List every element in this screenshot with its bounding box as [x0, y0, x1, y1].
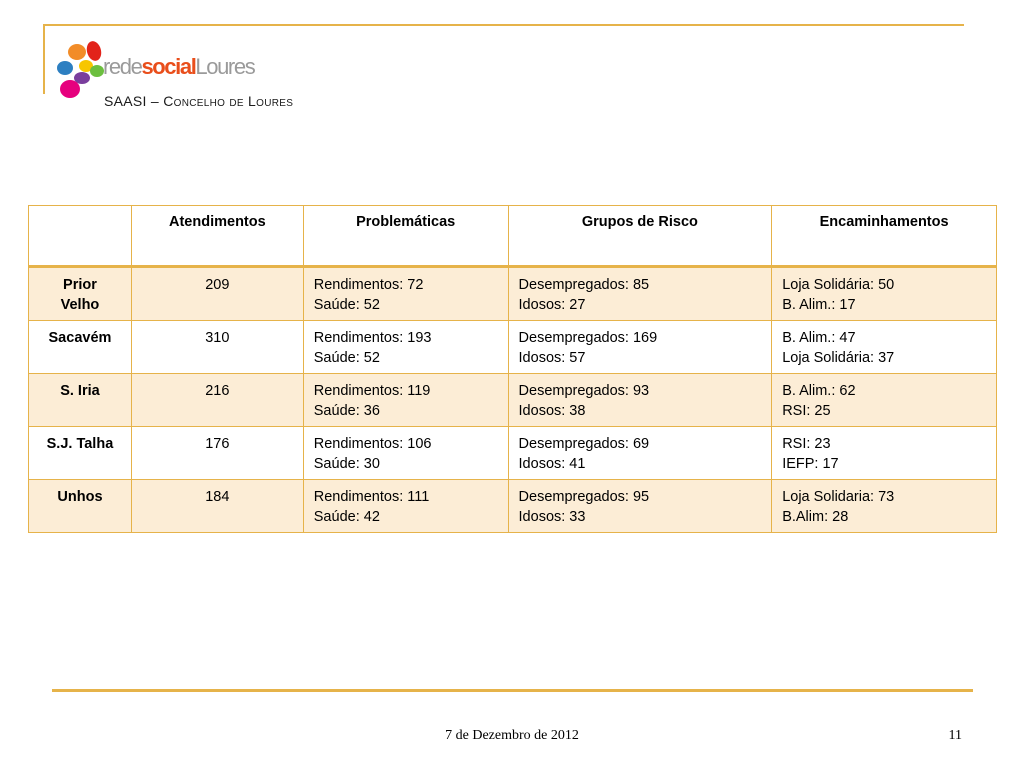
table-row: [29, 321, 997, 374]
row-name-line: S.J. Talha: [46, 436, 114, 452]
cell-line: Rendimentos: 119: [313, 383, 431, 399]
cell-line: Desempregados: 169: [518, 330, 658, 346]
atendimentos-cell: 310: [131, 321, 303, 374]
row-name-cell: [29, 427, 132, 480]
cell-line: Desempregados: 85: [518, 277, 650, 293]
logo-petal-green: [90, 65, 104, 77]
logo-wordmark: [103, 54, 254, 80]
atendimentos-cell: 209: [131, 267, 303, 321]
logo-petal-magenta: [60, 80, 80, 98]
footer-divider: [52, 689, 973, 692]
problematicas-cell: [303, 480, 508, 533]
atendimentos-cell: 184: [131, 480, 303, 533]
cell-line: Idosos: 27: [518, 297, 586, 313]
cell-line: Saúde: 52: [313, 350, 380, 366]
cell-line: Idosos: 38: [518, 403, 586, 419]
footer-date: 7 de Dezembro de 2012: [445, 728, 579, 743]
grupos-cell: [508, 374, 772, 427]
atendimentos-cell: 216: [131, 374, 303, 427]
cell-line: Saúde: 42: [313, 509, 380, 525]
cell-line: Rendimentos: 111: [313, 489, 430, 505]
cell-line: Loja Solidária: 37: [782, 350, 895, 366]
row-name-line: Prior: [63, 277, 97, 293]
grupos-cell: [508, 427, 772, 480]
header-cell-grupos-de-risco: Grupos de Risco: [508, 206, 772, 267]
left-border-line: [43, 24, 45, 94]
table-row: [29, 480, 997, 533]
cell-line: Rendimentos: 72: [313, 277, 424, 293]
cell-line: IEFP: 17: [782, 456, 839, 472]
top-border-line: [43, 24, 964, 26]
cell-line: Rendimentos: 193: [313, 330, 432, 346]
problematicas-cell: [303, 427, 508, 480]
logo-text-social: social: [141, 54, 196, 79]
encaminhamentos-cell: [772, 374, 997, 427]
row-name-line: Velho: [60, 297, 100, 313]
cell-line: B.Alim: 28: [782, 509, 849, 525]
encaminhamentos-cell: [772, 427, 997, 480]
header-cell-encaminhamentos: Encaminhamentos: [772, 206, 997, 267]
cell-line: B. Alim.: 47: [782, 330, 856, 346]
logo-text-rede: rede: [103, 54, 142, 79]
slide-subtitle: SAASI – Concelho de Loures: [104, 93, 294, 109]
row-name-cell: [29, 321, 132, 374]
table-header-row: [29, 206, 997, 267]
logo-text-loures: Loures: [195, 54, 255, 79]
page-number: 11: [948, 728, 962, 743]
row-name-line: S. Iria: [60, 383, 100, 399]
encaminhamentos-cell: [772, 267, 997, 321]
atendimentos-cell: 176: [131, 427, 303, 480]
cell-line: Loja Solidária: 50: [782, 277, 895, 293]
cell-line: Desempregados: 93: [518, 383, 650, 399]
cell-line: Desempregados: 69: [518, 436, 650, 452]
grupos-cell: [508, 480, 772, 533]
problematicas-cell: [303, 267, 508, 321]
row-name-cell: [29, 374, 132, 427]
cell-line: Idosos: 57: [518, 350, 586, 366]
problematicas-cell: [303, 321, 508, 374]
cell-line: Saúde: 30: [313, 456, 380, 472]
grupos-cell: [508, 267, 772, 321]
cell-line: Rendimentos: 106: [313, 436, 432, 452]
logo-petal-orange: [68, 44, 86, 60]
cell-line: Idosos: 41: [518, 456, 586, 472]
row-name-cell: [29, 267, 132, 321]
cell-line: RSI: 23: [782, 436, 831, 452]
logo-petal-blue: [57, 61, 73, 75]
header-cell-problematicas: Problemáticas: [303, 206, 508, 267]
cell-line: Saúde: 52: [313, 297, 380, 313]
encaminhamentos-cell: [772, 480, 997, 533]
data-table: [28, 205, 997, 533]
cell-line: B. Alim.: 62: [782, 383, 856, 399]
cell-line: RSI: 25: [782, 403, 831, 419]
cell-line: Idosos: 33: [518, 509, 586, 525]
table-row: [29, 374, 997, 427]
grupos-cell: [508, 321, 772, 374]
cell-line: Loja Solidaria: 73: [782, 489, 895, 505]
cell-line: Desempregados: 95: [518, 489, 650, 505]
encaminhamentos-cell: [772, 321, 997, 374]
row-name-line: Unhos: [57, 489, 103, 505]
table-row: [29, 427, 997, 480]
header-cell-empty: [29, 206, 132, 267]
cell-line: Saúde: 36: [313, 403, 380, 419]
header-cell-atendimentos: Atendimentos: [131, 206, 303, 267]
problematicas-cell: [303, 374, 508, 427]
row-name-cell: [29, 480, 132, 533]
logo-petal-red: [85, 40, 104, 63]
table-row: [29, 267, 997, 321]
cell-line: B. Alim.: 17: [782, 297, 856, 313]
row-name-line: Sacavém: [48, 330, 112, 346]
